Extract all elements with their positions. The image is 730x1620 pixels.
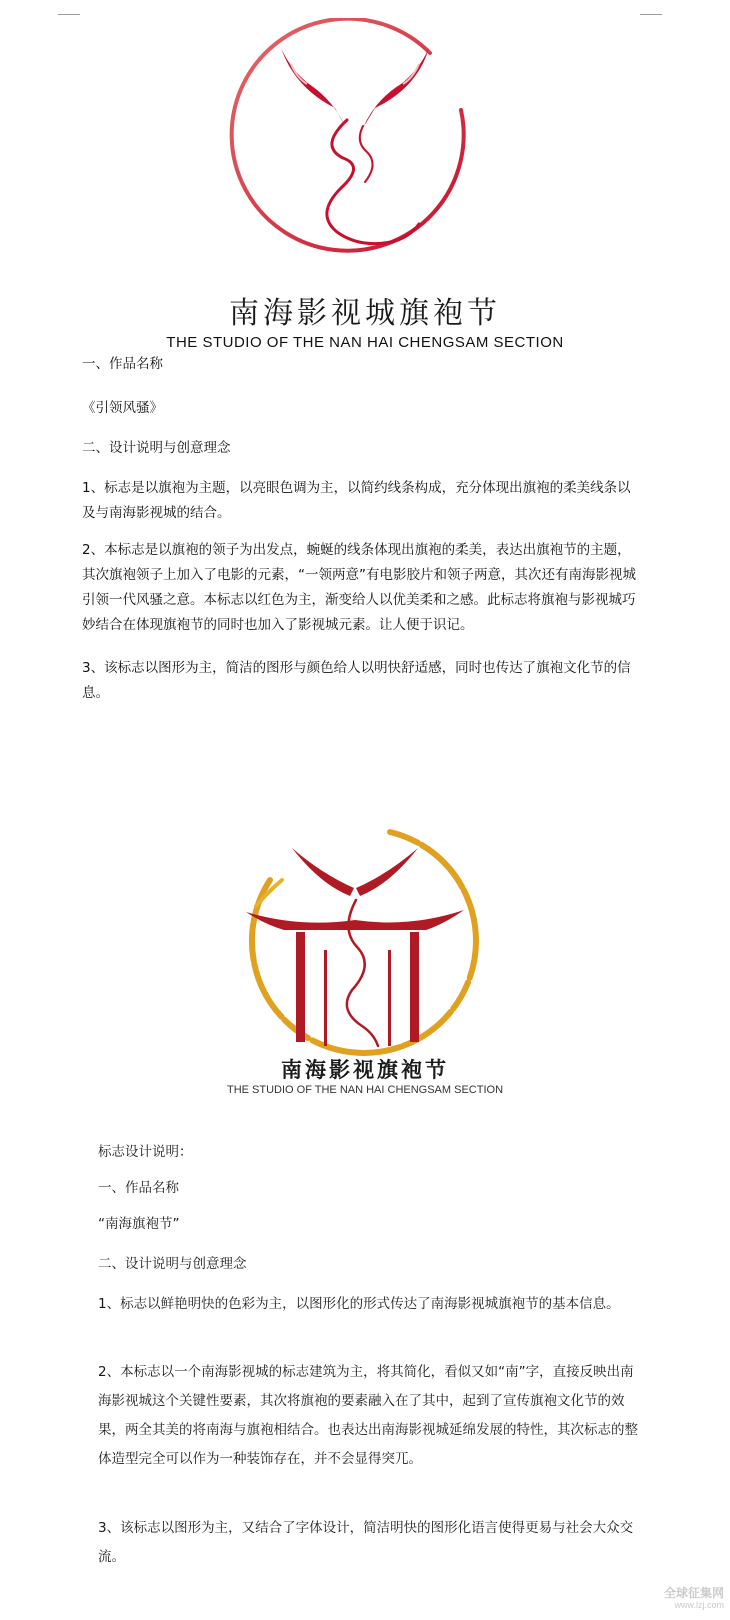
site-watermark [636,1586,724,1614]
section1-heading-2: 二、设计说明与创意理念 [82,440,231,456]
corner-mark-left [58,6,80,15]
section2-heading-2: 二、设计说明与创意理念 [98,1256,247,1272]
logo-nanhai-building [230,820,480,1070]
logo2-pillar-inner-right [388,950,391,1046]
watermark-url: www.lzj.com [674,1600,724,1610]
logo2-roof [246,910,464,930]
logo2-pillar-left [296,932,305,1042]
logo1-silk-line-inner [360,126,373,182]
section1-paragraph-3: 3、该标志以图形为主，简洁的图形与颜色给人以明快舒适感，同时也传达了旗袍文化节的信息。 [82,660,631,701]
logo1-name-en: THE STUDIO OF THE NAN HAI CHENGSAM SECTION [166,334,564,351]
section2-paragraph-1: 1、标志以鲜艳明快的色彩为主，以图形化的形式传达了南海影视城旗袍节的基本信息。 [98,1296,620,1312]
watermark-cn: 全球征集网 [663,1586,724,1600]
section2-paragraph-3: 3、该标志以图形为主，又结合了字体设计，简洁明快的图形化语言使得更易与社会大众交流。 [98,1520,634,1565]
section1-heading-1: 一、作品名称 [82,356,163,372]
section2-paragraph-2: 2、本标志以一个南海影视城的标志建筑为主，将其简化，看似又如“南”字，直接反映出南海影视城这个关键性要素，其次将旗袍的要素融入在了其中，起到了宣传旗袍文化节的效果，两全其美的将南海与旗袍相结合。也表达出南海影视城延绵发展的特性，其次标志的整体造型完全可以作为一种装饰存在，并不会显得突兀。 [98,1364,638,1467]
logo1-name-cn: 南海影视城旗袍节 [229,296,501,331]
section2-intro: 标志设计说明： [98,1144,193,1160]
section2-heading-1: 一、作品名称 [98,1180,179,1196]
logo2-pillar-inner-left [324,950,327,1046]
section2-work-name: “南海旗袍节” [98,1216,180,1232]
section1-work-name: 《引领风骚》 [82,400,163,416]
logo2-collar-left [292,848,354,896]
logo-chengsam-collar [225,18,485,280]
logo2-name-cn: 南海影视旗袍节 [281,1057,449,1082]
corner-mark-right [640,6,662,15]
logo1-collar-right [363,48,429,128]
logo2-ring [252,832,476,1053]
logo1-collar-left [281,48,345,126]
logo2-collar-right [356,848,418,896]
logo2-name-en: THE STUDIO OF THE NAN HAI CHENGSAM SECTION [226,1084,504,1096]
logo2-pillar-right [410,932,419,1042]
section1-paragraph-1: 1、标志是以旗袍为主题，以亮眼色调为主，以简约线条构成，充分体现出旗袍的柔美线条以及与南海影视城的结合。 [82,480,631,521]
section1-paragraph-2: 2、本标志是以旗袍的领子为出发点，蜿蜒的线条体现出旗袍的柔美，表达出旗袍节的主题，其次旗袍领子上加入了电影的元素，“一领两意”有电影胶片和领子两意，其次还有南海影视城引领一代风骚之意。本标志以红色为主，渐变给人以优美柔和之感。此标志将旗袍与影视城巧妙结合在体现旗袍节的同时也加入了影视城元素。让人便于识记。 [82,542,636,633]
logo1-ring [232,19,464,251]
logo1-silk-line [327,120,419,244]
